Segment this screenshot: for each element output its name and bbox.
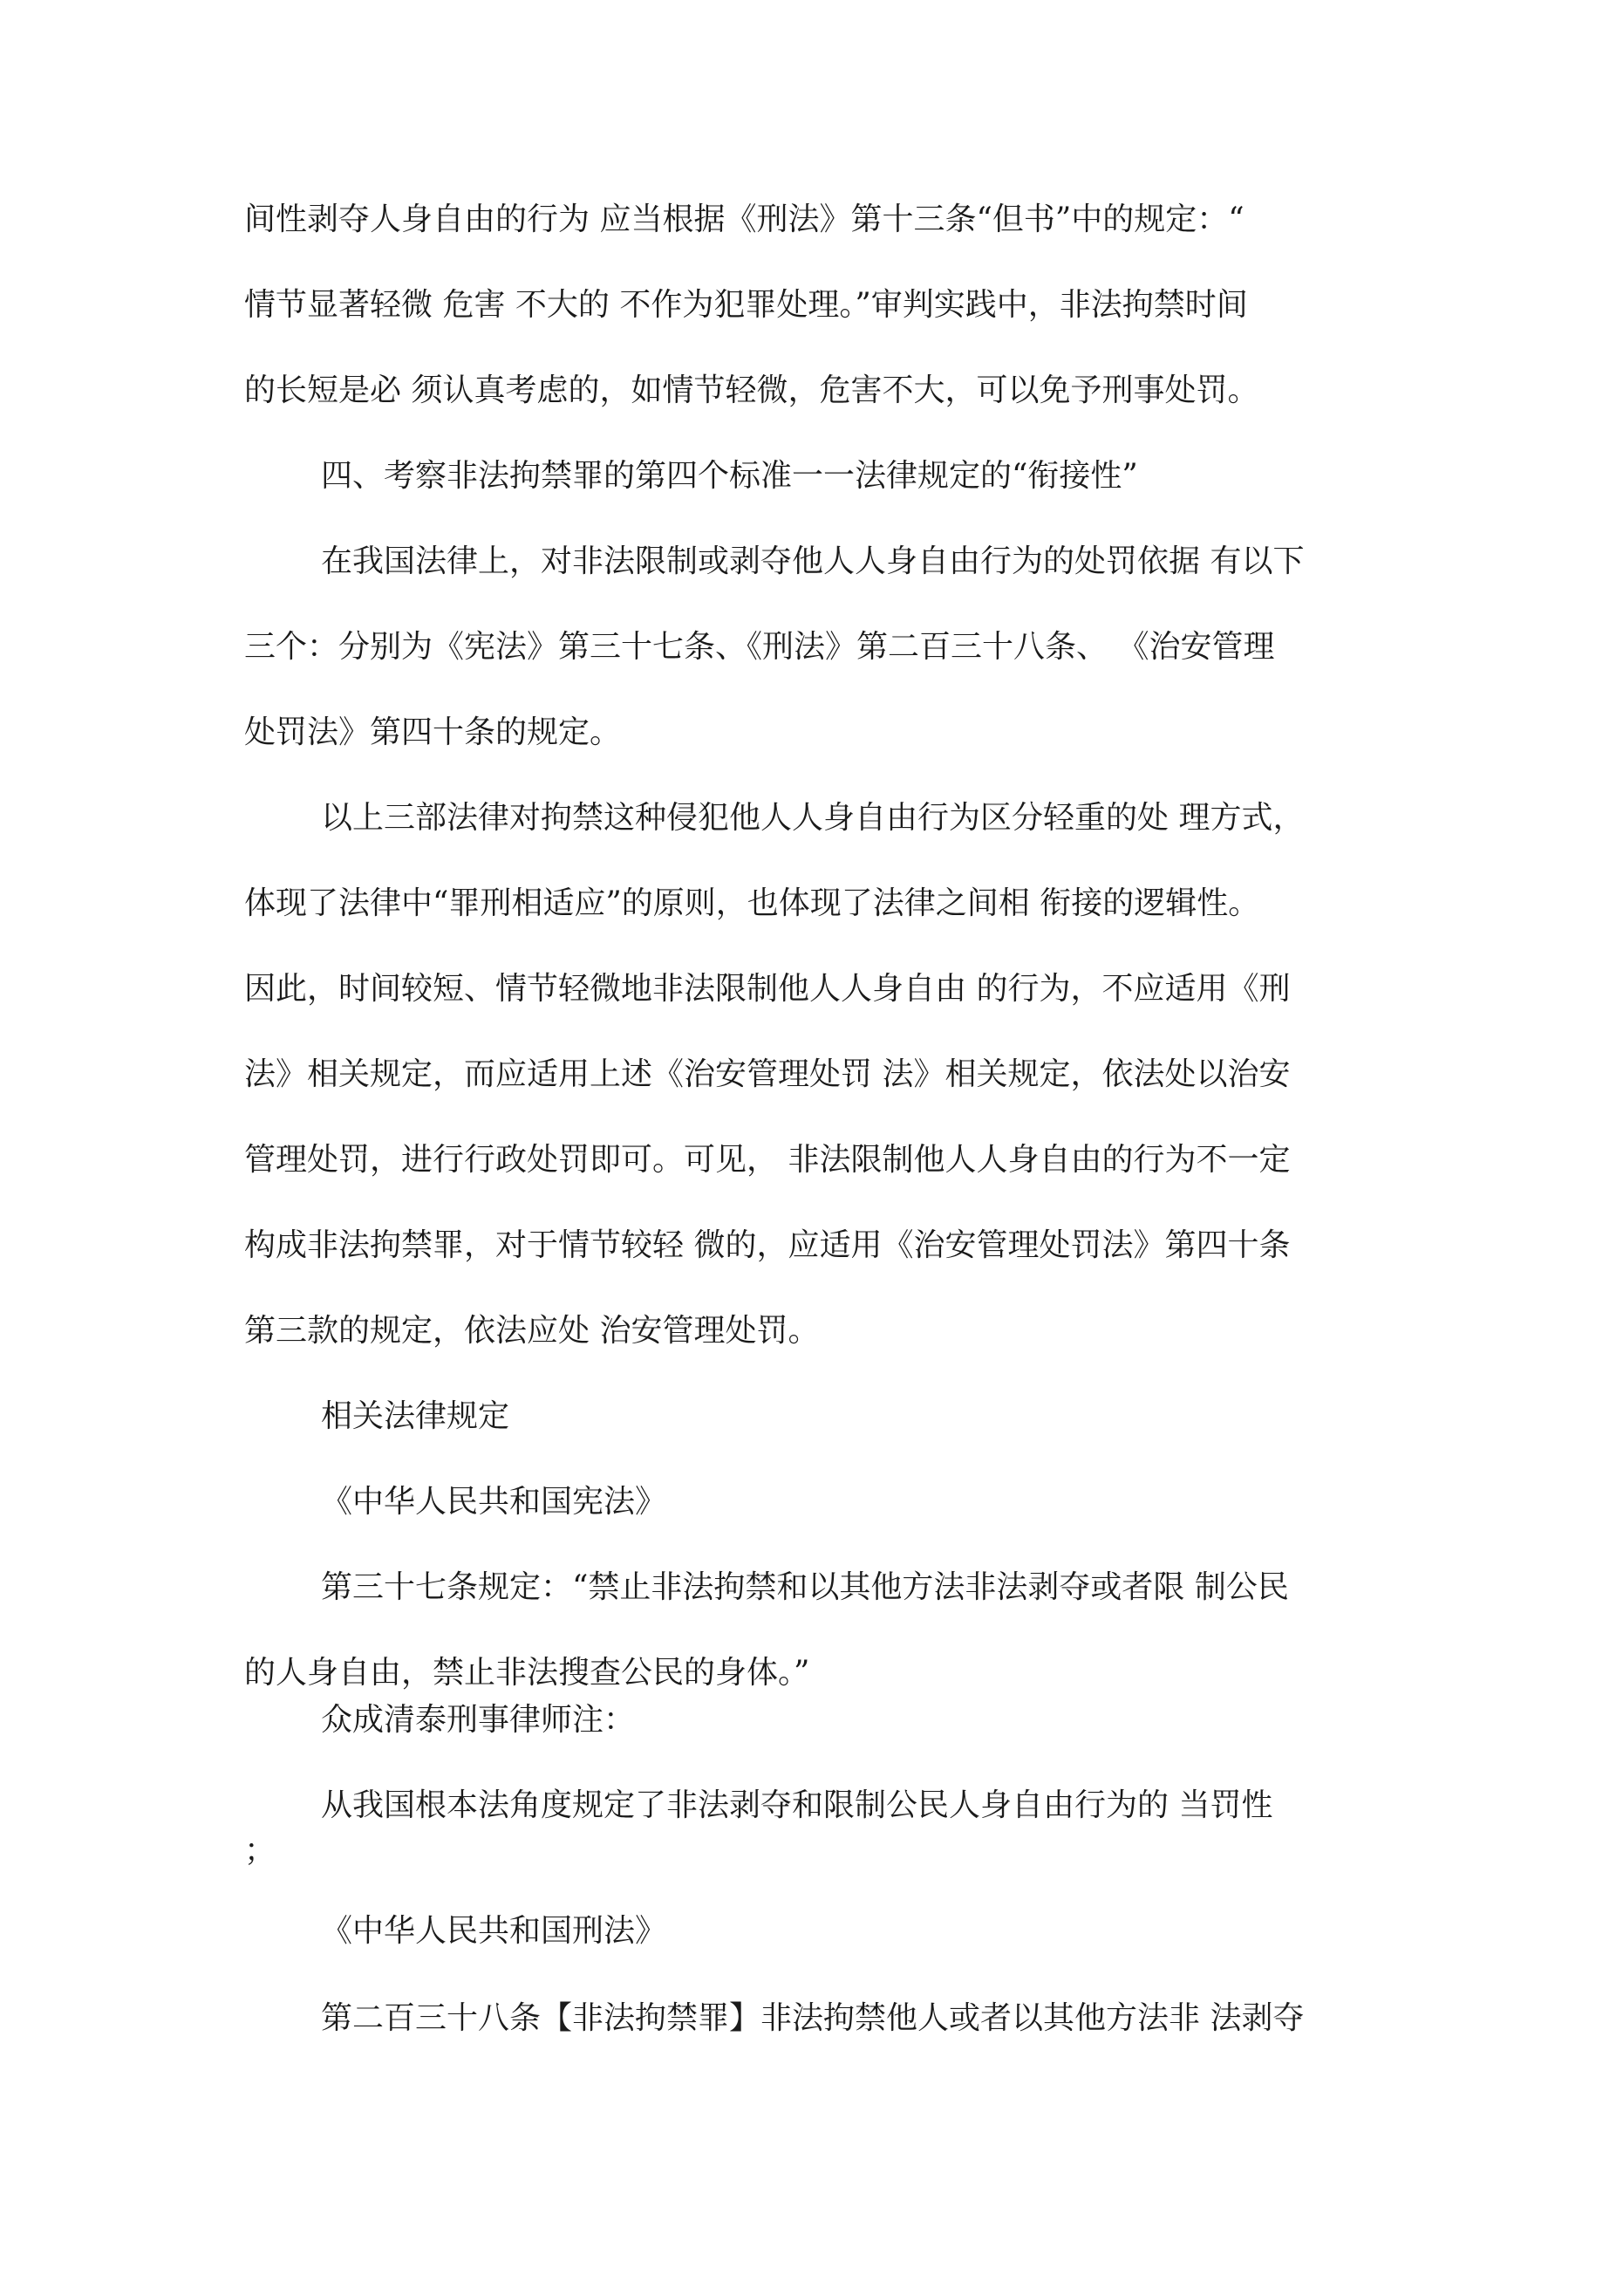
note-label: 众成清泰刑事律师注： — [321, 1702, 636, 1738]
text-line: 管理处罚，进行行政处罚即可。可见， 非法限制他人人身自由的行为不一定 — [244, 1142, 1291, 1178]
text-line: 以上三部法律对拘禁这种侵犯他人人身自由行为区分轻重的处 理方式， — [321, 800, 1305, 836]
text-line: 第二百三十八条【非法拘禁罪】非法拘禁他人或者以其他方法非 法剥夺 — [321, 2000, 1305, 2036]
text-line: 构成非法拘禁罪，对于情节较轻 微的，应适用《治安管理处罚法》第四十条 — [244, 1227, 1291, 1263]
text-line: ； — [244, 1833, 276, 1869]
text-line: 从我国根本法角度规定了非法剥夺和限制公民人身自由行为的 当罚性 — [321, 1787, 1273, 1823]
law-title: 《中华人民共和国宪法》 — [321, 1484, 667, 1520]
text-line: 情节显著轻微 危害 不大的 不作为犯罪处理。”审判实践中，非法拘禁时间 — [244, 287, 1248, 323]
text-line: 处罚法》第四十条的规定。 — [244, 714, 622, 750]
subheading: 相关法律规定 — [321, 1398, 510, 1434]
text-line: 体现了法律中“罪刑相适应”的原则，也体现了法律之间相 衔接的逻辑性。 — [244, 885, 1260, 921]
text-line: 第三十七条规定：“禁止非法拘禁和以其他方法非法剥夺或者限 制公民 — [321, 1569, 1289, 1605]
text-line: 的人身自由，禁止非法搜查公民的身体。” — [244, 1655, 810, 1691]
text-line: 法》相关规定，而应适用上述《治安管理处罚 法》相关规定，依法处以治安 — [244, 1056, 1291, 1092]
text-line: 第三款的规定，依法应处 治安管理处罚。 — [244, 1313, 820, 1349]
text-line: 三个：分别为《宪法》第三十七条、《刑法》第二百三十八条、 《治安管理 — [244, 629, 1275, 665]
text-line: 间性剥夺人身自由的行为 应当根据《刑法》第十三条“但书”中的规定：“ — [244, 202, 1245, 237]
law-title: 《中华人民共和国刑法》 — [321, 1913, 667, 1949]
text-line: 在我国法律上，对非法限制或剥夺他人人身自由行为的处罚依据 有以下 — [321, 543, 1305, 579]
text-line: 因此，时间较短、情节轻微地非法限制他人人身自由 的行为，不应适用《刑 — [244, 971, 1291, 1007]
section-heading: 四、考察非法拘禁罪的第四个标准一一法律规定的“衔接性” — [321, 458, 1138, 494]
text-line: 的长短是必 须认真考虑的，如情节轻微，危害不大，可以免予刑事处罚。 — [244, 372, 1259, 408]
